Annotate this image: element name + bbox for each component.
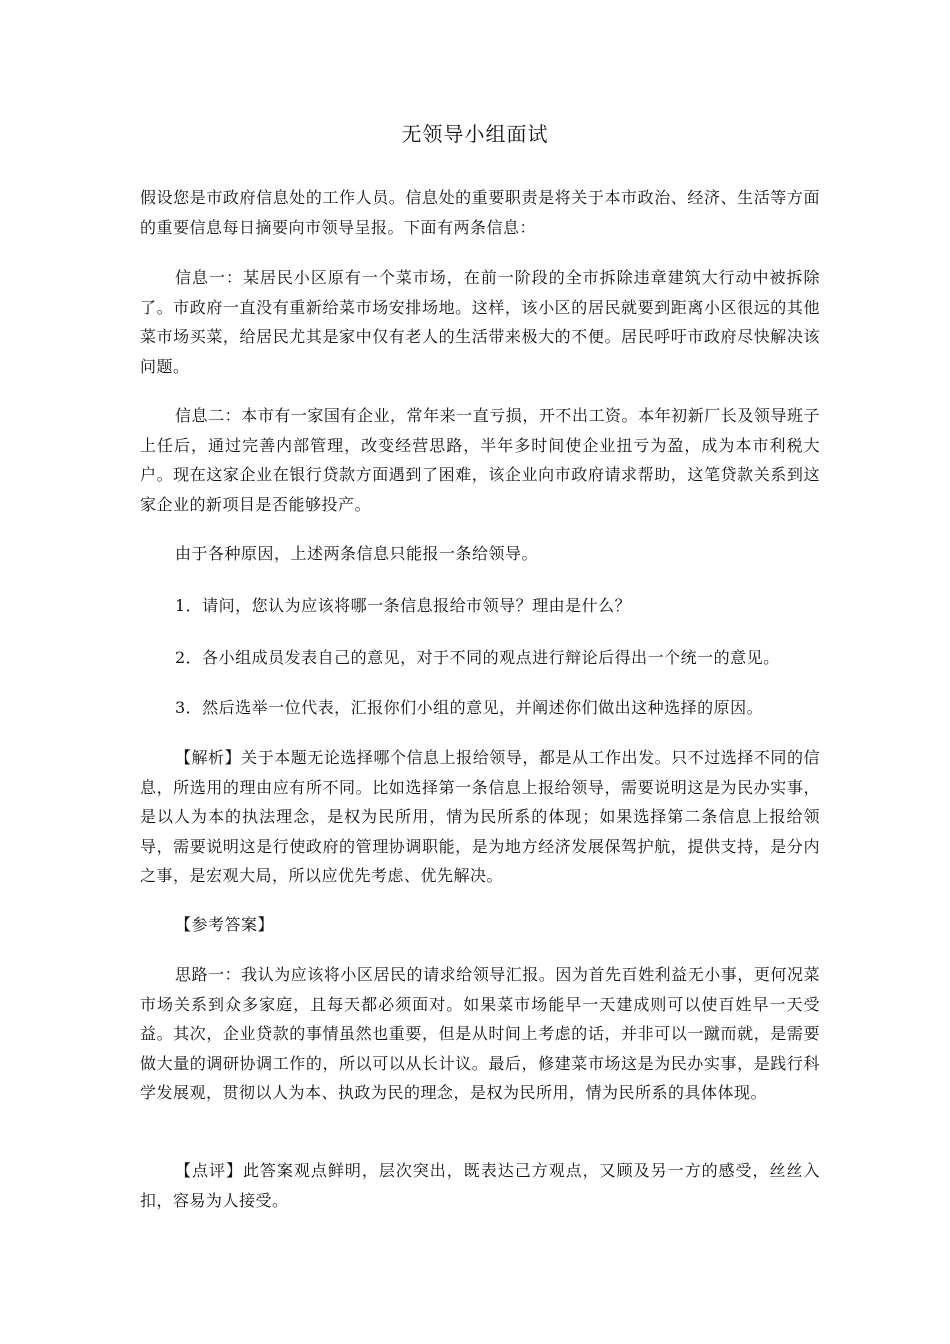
- question-three: 3．然后选举一位代表，汇报你们小组的意见，并阐述你们做出这种选择的原因。: [175, 698, 764, 717]
- question-one: 1．请问，您认为应该将哪一条信息报给市领导？理由是什么？: [175, 596, 632, 615]
- idea-one-paragraph: 思路一：我认为应该将小区居民的请求给领导汇报。因为首先百姓利益无小事，更何况菜市场关系到众多家庭，且每天都必须面对。如果菜市场能早一天建成则可以使百姓早一天受益。其次，企业贷款的事情虽然也重要，但是从时间上考虑的话，并非可以一蹴而就，是需要做大量的调研协调工作的，所以可以从长计议。最后，修建菜市场这是为民办实事，是践行科学发展观，贯彻以人为本、执政为民的理念，是权为民所用，情为民所系的具体体现。: [140, 965, 820, 1102]
- analysis-paragraph: 【解析】关于本题无论选择哪个信息上报给领导，都是从工作出发。只不过选择不同的信息，所选用的理由应有所不同。比如选择第一条信息上报给领导，需要说明这是为民办实事，是以人为本的执法理念，是权为民所用，情为民所系的体现；如果选择第二条信息上报给领导，需要说明这是行使政府的管理协调职能，是为地方经济发展保驾护航，提供支持，是分内之事，是宏观大局，所以应优先考虑、优先解决。: [140, 748, 820, 885]
- info-two-paragraph: 信息二：本市有一家国有企业，常年来一直亏损，开不出工资。本年初新厂长及领导班子上任后，通过完善内部管理，改变经营思路，半年多时间使企业扭亏为盈，成为本市利税大户。现在这家企业在银行贷款方面遇到了困难，该企业向市政府请求帮助，这笔贷款关系到这家企业的新项目是否能够投产。: [140, 406, 820, 514]
- intro-paragraph: 假设您是市政府信息处的工作人员。信息处的重要职责是将关于本市政治、经济、生活等方面的重要信息每日摘要向市领导呈报。下面有两条信息：: [140, 188, 820, 237]
- document-title: 无领导小组面试: [401, 122, 549, 146]
- info-one-paragraph: 信息一：某居民小区原有一个菜市场，在前一阶段的全市拆除违章建筑大行动中被拆除了。市政府一直没有重新给菜市场安排场地。这样，该小区的居民就要到距离小区很远的其他菜市场买菜，给居民尤其是家中仅有老人的生活带来极大的不便。居民呼吁市政府尽快解决该问题。: [140, 268, 820, 376]
- question-two: 2．各小组成员发表自己的意见，对于不同的观点进行辩论后得出一个统一的意见。: [175, 648, 780, 667]
- constraint-paragraph: 由于各种原因，上述两条信息只能报一条给领导。: [175, 544, 539, 563]
- reference-answer-heading: 【参考答案】: [175, 915, 275, 934]
- comment-paragraph: 【点评】此答案观点鲜明，层次突出，既表达己方观点，又顾及另一方的感受，丝丝入扣，容易为人接受。: [140, 1161, 820, 1210]
